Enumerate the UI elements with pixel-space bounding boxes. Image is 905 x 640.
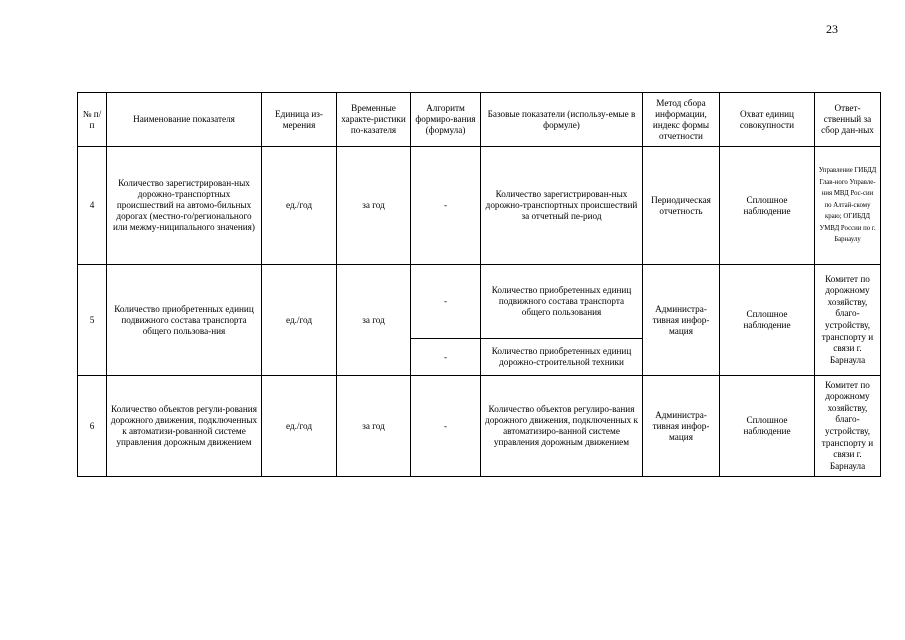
header-name: Наименование показателя (107, 93, 262, 147)
indicators-table (77, 92, 881, 477)
cell-responsible: Управление ГИБДД Глав-ного Управле-ния МВД Рос-сии по Алтай-скому краю; ОГИБДД УМВД России по г. Барнаулу (815, 147, 881, 265)
cell-num: 6 (78, 376, 107, 477)
cell-unit: ед./год (262, 147, 337, 265)
cell-base: Количество приобретенных единиц дорожно-строительной техники (481, 339, 643, 376)
cell-algorithm: - (411, 147, 481, 265)
cell-base: Количество объектов регулиро-вания дорожного движения, подключенных к автоматизиро-ванной системе управления дорожным движением (481, 376, 643, 477)
cell-unit: ед./год (262, 265, 337, 376)
header-method: Метод сбора информации, индекс формы отчетности (643, 93, 720, 147)
cell-base: Количество зарегистрирован-ных дорожно-транспортных происшествий за отчетный пе-риод (481, 147, 643, 265)
header-coverage: Охват единиц совокупности (720, 93, 815, 147)
cell-unit: ед./год (262, 376, 337, 477)
page-number: 23 (826, 22, 838, 36)
cell-algorithm: - (411, 339, 481, 376)
cell-name: Количество объектов регули-рования дорожного движения, подключенных к автоматизи-рованной системе управления дорожным движением (107, 376, 262, 477)
cell-num: 4 (78, 147, 107, 265)
cell-responsible: Комитет по дорожному хозяйству, благо-устройству, транспорту и связи г. Барнаула (815, 376, 881, 477)
header-responsible: Ответ-ственный за сбор дан-ных (815, 93, 881, 147)
cell-coverage: Сплошное наблюдение (720, 147, 815, 265)
table-row (78, 376, 881, 477)
cell-name: Количество зарегистрирован-ных дорожно-транспортных происшествий на автомо-бильных дорогах (местно-го/регионального или межму-ниципального значения) (107, 147, 262, 265)
header-num: № п/п (78, 93, 107, 147)
header-base: Базовые показатели (использу-емые в формуле) (481, 93, 643, 147)
cell-coverage: Сплошное наблюдение (720, 265, 815, 376)
cell-name: Количество приобретенных единиц подвижного состава транспорта общего пользова-ния (107, 265, 262, 376)
cell-responsible: Комитет по дорожному хозяйству, благо-устройству, транспорту и связи г. Барнаула (815, 265, 881, 376)
header-algorithm: Алгоритм формиро-вания (формула) (411, 93, 481, 147)
cell-method: Администра-тивная инфор-мация (643, 376, 720, 477)
table-row (78, 147, 881, 265)
cell-time: за год (337, 376, 411, 477)
header-time: Временные характе-ристики по-казателя (337, 93, 411, 147)
table-header-row (78, 93, 881, 147)
cell-num: 5 (78, 265, 107, 376)
cell-algorithm: - (411, 376, 481, 477)
cell-base: Количество приобретенных единиц подвижного состава транспорта общего пользования (481, 265, 643, 339)
cell-algorithm: - (411, 265, 481, 339)
cell-time: за год (337, 265, 411, 376)
cell-time: за год (337, 147, 411, 265)
table-row (78, 265, 881, 339)
cell-coverage: Сплошное наблюдение (720, 376, 815, 477)
cell-method: Администра-тивная инфор-мация (643, 265, 720, 376)
header-unit: Единица из-мерения (262, 93, 337, 147)
cell-method: Периодическая отчетность (643, 147, 720, 265)
